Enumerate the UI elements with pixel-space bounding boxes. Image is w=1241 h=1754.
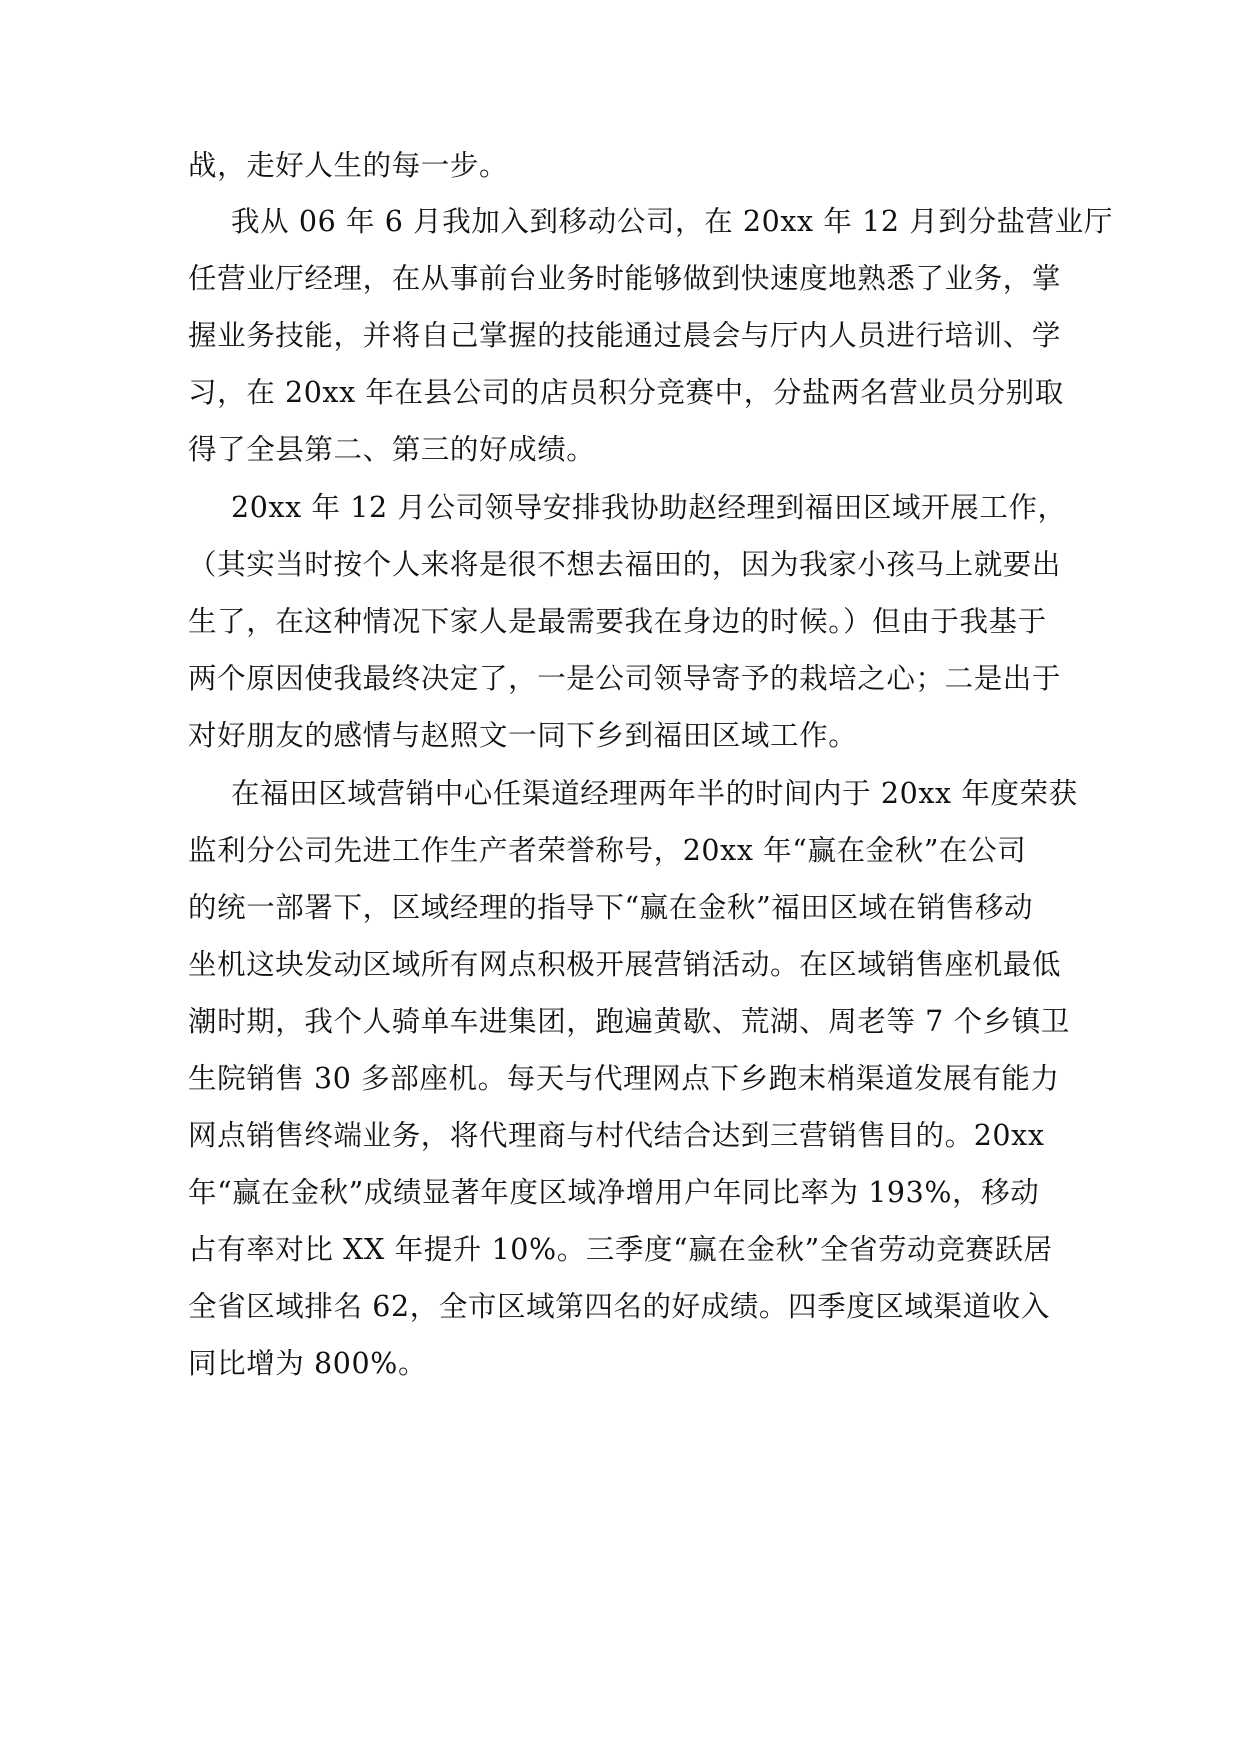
paragraph-1-line-1: 战，走好人生的每一步。 xyxy=(188,149,509,182)
paragraph-3-line-5: 对好朋友的感情与赵照文一同下乡到福田区域工作。 xyxy=(188,719,858,752)
paragraph-4-line-7: 网点销售终端业务，将代理商与村代结合达到三营销售目的。20xx xyxy=(188,1119,1045,1152)
paragraph-4-line-8: 年“赢在金秋”成绩显著年度区域净增用户年同比率为 193%，移动 xyxy=(188,1176,1040,1209)
paragraph-4-line-1: 在福田区域营销中心任渠道经理两年半的时间内于 20xx 年度荣获 xyxy=(231,777,1078,810)
paragraph-2-line-4: 习，在 20xx 年在县公司的店员积分竞赛中，分盐两名营业员分别取 xyxy=(188,376,1064,409)
paragraph-3-line-1: 20xx 年 12 月公司领导安排我协助赵经理到福田区域开展工作， xyxy=(231,491,1067,524)
paragraph-4-line-5: 潮时期，我个人骑单车进集团，跑遍黄歇、荒湖、周老等 7 个乡镇卫 xyxy=(188,1005,1070,1038)
paragraph-4-line-10: 全省区域排名 62，全市区域第四名的好成绩。四季度区域渠道收入 xyxy=(188,1290,1050,1323)
paragraph-3-line-2: （其实当时按个人来将是很不想去福田的，因为我家小孩马上就要出 xyxy=(188,548,1062,581)
paragraph-3-line-3: 生了，在这种情况下家人是最需要我在身边的时候。）但由于我基于 xyxy=(188,605,1047,638)
paragraph-2-line-3: 握业务技能，并将自己掌握的技能通过晨会与厅内人员进行培训、学 xyxy=(188,319,1062,352)
paragraph-2-line-2: 任营业厅经理，在从事前台业务时能够做到快速度地熟悉了业务，掌 xyxy=(188,262,1062,295)
paragraph-2-line-5: 得了全县第二、第三的好成绩。 xyxy=(188,433,596,466)
paragraph-4-line-3: 的统一部署下，区域经理的指导下“赢在金秋”福田区域在销售移动 xyxy=(188,891,1034,924)
paragraph-4-line-11: 同比增为 800%。 xyxy=(188,1347,428,1380)
paragraph-4-line-2: 监利分公司先进工作生产者荣誉称号，20xx 年“赢在金秋”在公司 xyxy=(188,834,1027,867)
paragraph-2-line-1: 我从 06 年 6 月我加入到移动公司，在 20xx 年 12 月到分盐营业厅 xyxy=(231,205,1113,238)
paragraph-4-line-4: 坐机这块发动区域所有网点积极开展营销活动。在区域销售座机最低 xyxy=(188,948,1062,981)
paragraph-3-line-4: 两个原因使我最终决定了，一是公司领导寄予的栽培之心；二是出于 xyxy=(188,662,1062,695)
paragraph-4-line-9: 占有率对比 XX 年提升 10%。三季度“赢在金秋”全省劳动竞赛跃居 xyxy=(188,1233,1053,1266)
paragraph-4-line-6: 生院销售 30 多部座机。每天与代理网点下乡跑末梢渠道发展有能力 xyxy=(188,1062,1060,1095)
